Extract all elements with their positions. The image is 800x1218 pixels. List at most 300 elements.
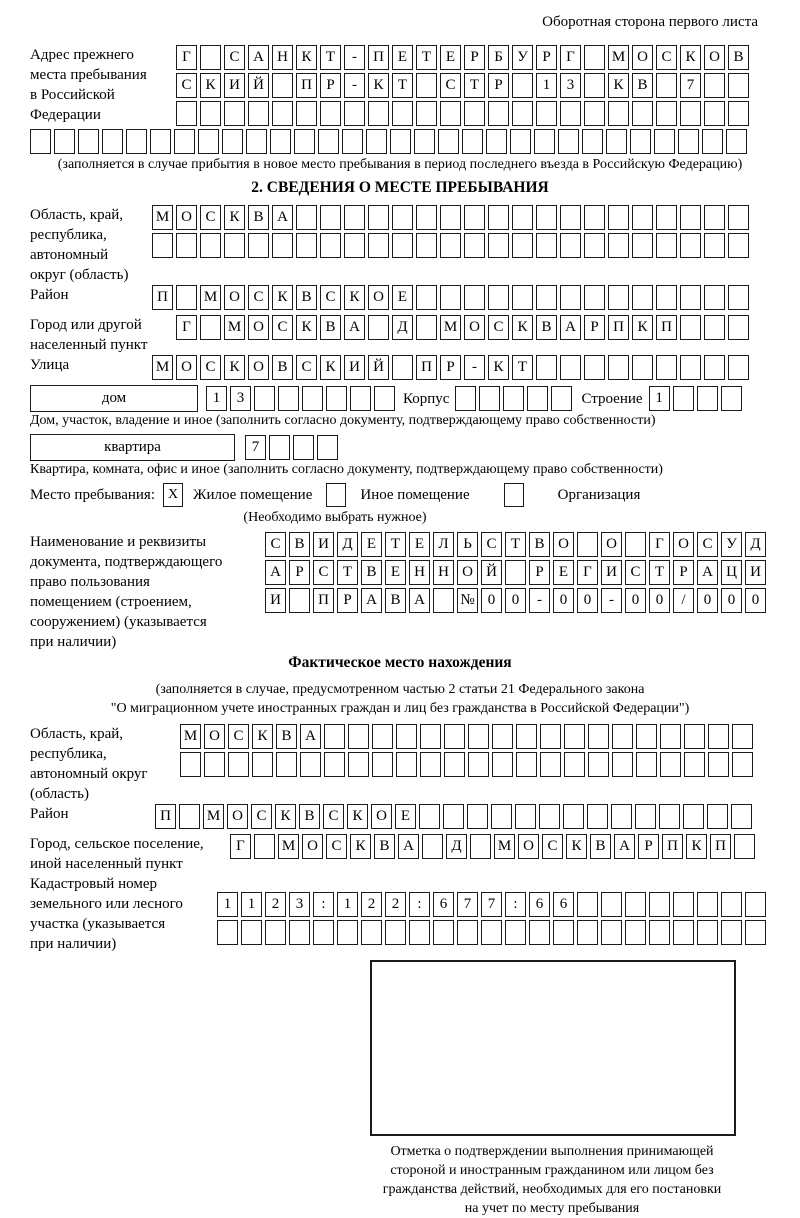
char-cell[interactable]: Р xyxy=(440,355,461,380)
char-cell[interactable] xyxy=(721,892,742,917)
char-cell[interactable]: Т xyxy=(649,560,670,585)
char-cell[interactable]: К xyxy=(632,315,653,340)
char-cell[interactable]: К xyxy=(566,834,587,859)
char-cell[interactable] xyxy=(656,101,677,126)
char-cell[interactable]: 0 xyxy=(649,588,670,613)
char-cell[interactable] xyxy=(385,920,406,945)
char-cell[interactable]: О xyxy=(673,532,694,557)
char-cell[interactable]: В xyxy=(385,588,406,613)
char-cell[interactable]: С xyxy=(251,804,272,829)
char-cell[interactable] xyxy=(601,920,622,945)
char-cell[interactable] xyxy=(734,834,755,859)
char-cell[interactable] xyxy=(313,920,334,945)
char-cell[interactable]: Л xyxy=(433,532,454,557)
char-cell[interactable]: 1 xyxy=(206,386,227,411)
char-cell[interactable]: Р xyxy=(289,560,310,585)
char-cell[interactable] xyxy=(337,920,358,945)
char-cell[interactable]: Й xyxy=(248,73,269,98)
char-cell[interactable] xyxy=(656,233,677,258)
char-cell[interactable] xyxy=(440,285,461,310)
char-cell[interactable]: К xyxy=(200,73,221,98)
char-cell[interactable] xyxy=(683,804,704,829)
char-cell[interactable] xyxy=(516,724,537,749)
char-cell[interactable]: Ь xyxy=(457,532,478,557)
char-cell[interactable]: - xyxy=(529,588,550,613)
char-cell[interactable]: Й xyxy=(368,355,389,380)
char-cell[interactable]: В xyxy=(296,285,317,310)
char-cell[interactable] xyxy=(539,804,560,829)
char-cell[interactable]: В xyxy=(529,532,550,557)
char-cell[interactable] xyxy=(278,386,299,411)
char-cell[interactable] xyxy=(680,285,701,310)
char-cell[interactable]: С xyxy=(272,315,293,340)
char-cell[interactable] xyxy=(512,285,533,310)
char-cell[interactable]: : xyxy=(505,892,526,917)
char-cell[interactable] xyxy=(534,129,555,154)
char-cell[interactable] xyxy=(660,724,681,749)
char-cell[interactable] xyxy=(721,386,742,411)
char-cell[interactable]: Е xyxy=(392,45,413,70)
char-cell[interactable] xyxy=(491,804,512,829)
char-cell[interactable]: 6 xyxy=(529,892,550,917)
char-cell[interactable]: 6 xyxy=(433,892,454,917)
char-cell[interactable]: К xyxy=(488,355,509,380)
char-cell[interactable]: О xyxy=(176,355,197,380)
char-cell[interactable] xyxy=(488,205,509,230)
char-cell[interactable]: О xyxy=(601,532,622,557)
char-cell[interactable]: Н xyxy=(433,560,454,585)
char-cell[interactable]: Р xyxy=(673,560,694,585)
char-cell[interactable] xyxy=(625,532,646,557)
char-cell[interactable] xyxy=(584,233,605,258)
char-cell[interactable]: В xyxy=(248,205,269,230)
char-cell[interactable]: М xyxy=(203,804,224,829)
char-cell[interactable]: О xyxy=(553,532,574,557)
char-cell[interactable] xyxy=(368,233,389,258)
char-cell[interactable] xyxy=(176,233,197,258)
char-cell[interactable]: С xyxy=(542,834,563,859)
char-cell[interactable] xyxy=(551,386,572,411)
char-cell[interactable] xyxy=(527,386,548,411)
char-cell[interactable]: 1 xyxy=(217,892,238,917)
char-cell[interactable] xyxy=(422,834,443,859)
char-cell[interactable] xyxy=(150,129,171,154)
char-cell[interactable]: Г xyxy=(649,532,670,557)
char-cell[interactable] xyxy=(632,233,653,258)
char-cell[interactable] xyxy=(512,233,533,258)
char-cell[interactable] xyxy=(390,129,411,154)
char-cell[interactable]: Г xyxy=(577,560,598,585)
char-cell[interactable] xyxy=(443,804,464,829)
char-cell[interactable] xyxy=(564,724,585,749)
char-cell[interactable] xyxy=(680,101,701,126)
char-cell[interactable] xyxy=(577,892,598,917)
char-cell[interactable]: 3 xyxy=(230,386,251,411)
char-cell[interactable] xyxy=(536,233,557,258)
char-cell[interactable] xyxy=(632,205,653,230)
char-cell[interactable]: П xyxy=(662,834,683,859)
char-cell[interactable] xyxy=(536,285,557,310)
char-cell[interactable] xyxy=(396,752,417,777)
char-cell[interactable] xyxy=(293,435,314,460)
char-cell[interactable]: Т xyxy=(416,45,437,70)
char-cell[interactable]: С xyxy=(697,532,718,557)
char-cell[interactable]: А xyxy=(398,834,419,859)
char-cell[interactable]: 2 xyxy=(361,892,382,917)
char-cell[interactable] xyxy=(632,355,653,380)
char-cell[interactable] xyxy=(704,101,725,126)
char-cell[interactable]: 7 xyxy=(457,892,478,917)
char-cell[interactable] xyxy=(732,724,753,749)
char-cell[interactable]: № xyxy=(457,588,478,613)
char-cell[interactable]: Д xyxy=(337,532,358,557)
char-cell[interactable]: С xyxy=(248,285,269,310)
char-cell[interactable] xyxy=(505,920,526,945)
char-cell[interactable]: М xyxy=(224,315,245,340)
char-cell[interactable] xyxy=(656,205,677,230)
char-cell[interactable]: К xyxy=(272,285,293,310)
char-cell[interactable]: Г xyxy=(176,45,197,70)
char-cell[interactable]: И xyxy=(265,588,286,613)
char-cell[interactable] xyxy=(217,920,238,945)
char-cell[interactable] xyxy=(553,920,574,945)
char-cell[interactable]: Т xyxy=(392,73,413,98)
char-cell[interactable] xyxy=(704,315,725,340)
char-cell[interactable] xyxy=(200,315,221,340)
char-cell[interactable]: О xyxy=(457,560,478,585)
char-cell[interactable]: В xyxy=(728,45,749,70)
char-cell[interactable] xyxy=(728,355,749,380)
char-cell[interactable] xyxy=(102,129,123,154)
char-cell[interactable] xyxy=(630,129,651,154)
char-cell[interactable] xyxy=(673,892,694,917)
char-cell[interactable]: С xyxy=(228,724,249,749)
char-cell[interactable]: К xyxy=(224,355,245,380)
char-cell[interactable] xyxy=(414,129,435,154)
char-cell[interactable] xyxy=(492,752,513,777)
char-cell[interactable] xyxy=(608,101,629,126)
char-cell[interactable]: А xyxy=(248,45,269,70)
char-cell[interactable]: К xyxy=(320,355,341,380)
char-cell[interactable] xyxy=(649,892,670,917)
char-cell[interactable]: О xyxy=(302,834,323,859)
char-cell[interactable] xyxy=(540,724,561,749)
char-cell[interactable] xyxy=(505,560,526,585)
char-cell[interactable]: 7 xyxy=(481,892,502,917)
char-cell[interactable]: О xyxy=(518,834,539,859)
char-cell[interactable] xyxy=(611,804,632,829)
char-cell[interactable] xyxy=(678,129,699,154)
char-cell[interactable] xyxy=(342,129,363,154)
char-cell[interactable] xyxy=(584,101,605,126)
char-cell[interactable] xyxy=(536,101,557,126)
char-cell[interactable] xyxy=(588,724,609,749)
char-cell[interactable] xyxy=(416,285,437,310)
char-cell[interactable] xyxy=(584,205,605,230)
char-cell[interactable]: С xyxy=(481,532,502,557)
char-cell[interactable]: П xyxy=(710,834,731,859)
char-cell[interactable] xyxy=(344,233,365,258)
char-cell[interactable] xyxy=(656,73,677,98)
char-cell[interactable] xyxy=(560,101,581,126)
char-cell[interactable]: 2 xyxy=(265,892,286,917)
char-cell[interactable] xyxy=(344,205,365,230)
char-cell[interactable]: П xyxy=(368,45,389,70)
char-cell[interactable] xyxy=(625,892,646,917)
char-cell[interactable]: Е xyxy=(553,560,574,585)
char-cell[interactable] xyxy=(704,355,725,380)
char-cell[interactable] xyxy=(372,724,393,749)
char-cell[interactable] xyxy=(612,724,633,749)
stay-type-checkbox-residential[interactable]: X xyxy=(163,483,183,507)
char-cell[interactable]: 0 xyxy=(481,588,502,613)
char-cell[interactable] xyxy=(625,920,646,945)
char-cell[interactable]: Е xyxy=(361,532,382,557)
char-cell[interactable] xyxy=(366,129,387,154)
char-cell[interactable] xyxy=(126,129,147,154)
char-cell[interactable]: Й xyxy=(481,560,502,585)
char-cell[interactable] xyxy=(374,386,395,411)
char-cell[interactable] xyxy=(392,205,413,230)
char-cell[interactable]: Е xyxy=(385,560,406,585)
char-cell[interactable] xyxy=(582,129,603,154)
char-cell[interactable] xyxy=(265,920,286,945)
char-cell[interactable]: С xyxy=(265,532,286,557)
char-cell[interactable] xyxy=(272,101,293,126)
char-cell[interactable] xyxy=(708,724,729,749)
char-cell[interactable]: У xyxy=(721,532,742,557)
char-cell[interactable] xyxy=(745,920,766,945)
char-cell[interactable] xyxy=(708,752,729,777)
char-cell[interactable]: Р xyxy=(337,588,358,613)
char-cell[interactable] xyxy=(684,724,705,749)
char-cell[interactable]: С xyxy=(176,73,197,98)
char-cell[interactable]: А xyxy=(272,205,293,230)
char-cell[interactable] xyxy=(529,920,550,945)
char-cell[interactable]: Г xyxy=(560,45,581,70)
char-cell[interactable] xyxy=(488,233,509,258)
char-cell[interactable]: Е xyxy=(409,532,430,557)
char-cell[interactable] xyxy=(420,752,441,777)
char-cell[interactable]: В xyxy=(590,834,611,859)
char-cell[interactable] xyxy=(174,129,195,154)
char-cell[interactable]: Д xyxy=(446,834,467,859)
stay-type-checkbox-other[interactable] xyxy=(326,483,346,507)
char-cell[interactable] xyxy=(270,129,291,154)
char-cell[interactable]: К xyxy=(686,834,707,859)
char-cell[interactable] xyxy=(348,724,369,749)
char-cell[interactable] xyxy=(560,285,581,310)
char-cell[interactable]: А xyxy=(344,315,365,340)
char-cell[interactable]: П xyxy=(608,315,629,340)
char-cell[interactable]: Т xyxy=(385,532,406,557)
char-cell[interactable]: А xyxy=(614,834,635,859)
char-cell[interactable]: С xyxy=(296,355,317,380)
char-cell[interactable]: А xyxy=(409,588,430,613)
char-cell[interactable] xyxy=(228,752,249,777)
char-cell[interactable] xyxy=(515,804,536,829)
char-cell[interactable]: 3 xyxy=(289,892,310,917)
char-cell[interactable] xyxy=(512,73,533,98)
char-cell[interactable]: О xyxy=(176,205,197,230)
char-cell[interactable]: И xyxy=(745,560,766,585)
char-cell[interactable] xyxy=(457,920,478,945)
char-cell[interactable] xyxy=(636,752,657,777)
char-cell[interactable]: О xyxy=(632,45,653,70)
char-cell[interactable]: К xyxy=(512,315,533,340)
char-cell[interactable]: - xyxy=(601,588,622,613)
char-cell[interactable] xyxy=(704,233,725,258)
char-cell[interactable] xyxy=(289,920,310,945)
char-cell[interactable]: К xyxy=(347,804,368,829)
char-cell[interactable]: Р xyxy=(464,45,485,70)
char-cell[interactable] xyxy=(601,892,622,917)
char-cell[interactable]: О xyxy=(371,804,392,829)
char-cell[interactable] xyxy=(326,386,347,411)
char-cell[interactable] xyxy=(606,129,627,154)
char-cell[interactable] xyxy=(318,129,339,154)
char-cell[interactable] xyxy=(300,752,321,777)
char-cell[interactable] xyxy=(78,129,99,154)
char-cell[interactable]: Р xyxy=(536,45,557,70)
char-cell[interactable] xyxy=(296,205,317,230)
char-cell[interactable] xyxy=(416,233,437,258)
char-cell[interactable] xyxy=(467,804,488,829)
char-cell[interactable] xyxy=(392,233,413,258)
char-cell[interactable] xyxy=(324,752,345,777)
char-cell[interactable]: К xyxy=(224,205,245,230)
char-cell[interactable] xyxy=(200,101,221,126)
char-cell[interactable] xyxy=(464,285,485,310)
char-cell[interactable] xyxy=(350,386,371,411)
house-type-box[interactable]: дом xyxy=(30,385,198,412)
char-cell[interactable]: М xyxy=(278,834,299,859)
char-cell[interactable] xyxy=(179,804,200,829)
char-cell[interactable] xyxy=(468,724,489,749)
char-cell[interactable]: О xyxy=(248,355,269,380)
char-cell[interactable]: К xyxy=(608,73,629,98)
char-cell[interactable] xyxy=(536,355,557,380)
char-cell[interactable] xyxy=(660,752,681,777)
char-cell[interactable]: С xyxy=(488,315,509,340)
char-cell[interactable]: М xyxy=(494,834,515,859)
char-cell[interactable] xyxy=(276,752,297,777)
char-cell[interactable] xyxy=(368,315,389,340)
char-cell[interactable] xyxy=(564,752,585,777)
char-cell[interactable]: А xyxy=(560,315,581,340)
char-cell[interactable] xyxy=(584,73,605,98)
char-cell[interactable]: В xyxy=(320,315,341,340)
char-cell[interactable] xyxy=(272,233,293,258)
char-cell[interactable] xyxy=(728,101,749,126)
char-cell[interactable] xyxy=(320,233,341,258)
char-cell[interactable]: : xyxy=(409,892,430,917)
char-cell[interactable] xyxy=(372,752,393,777)
char-cell[interactable]: Г xyxy=(230,834,251,859)
char-cell[interactable]: Т xyxy=(505,532,526,557)
char-cell[interactable]: С xyxy=(656,45,677,70)
char-cell[interactable] xyxy=(488,285,509,310)
char-cell[interactable] xyxy=(176,285,197,310)
char-cell[interactable]: П xyxy=(416,355,437,380)
char-cell[interactable]: Ц xyxy=(721,560,742,585)
char-cell[interactable]: О xyxy=(224,285,245,310)
char-cell[interactable] xyxy=(728,233,749,258)
char-cell[interactable] xyxy=(246,129,267,154)
char-cell[interactable]: Е xyxy=(395,804,416,829)
char-cell[interactable] xyxy=(488,101,509,126)
char-cell[interactable] xyxy=(433,588,454,613)
char-cell[interactable] xyxy=(563,804,584,829)
char-cell[interactable]: Р xyxy=(584,315,605,340)
char-cell[interactable]: Р xyxy=(529,560,550,585)
char-cell[interactable] xyxy=(409,920,430,945)
char-cell[interactable]: 0 xyxy=(625,588,646,613)
char-cell[interactable] xyxy=(254,386,275,411)
char-cell[interactable]: О xyxy=(204,724,225,749)
char-cell[interactable]: Т xyxy=(464,73,485,98)
char-cell[interactable]: К xyxy=(296,315,317,340)
char-cell[interactable] xyxy=(745,892,766,917)
char-cell[interactable] xyxy=(289,588,310,613)
char-cell[interactable]: К xyxy=(680,45,701,70)
char-cell[interactable] xyxy=(241,920,262,945)
char-cell[interactable] xyxy=(468,752,489,777)
char-cell[interactable]: 0 xyxy=(745,588,766,613)
char-cell[interactable] xyxy=(296,101,317,126)
char-cell[interactable] xyxy=(584,285,605,310)
char-cell[interactable] xyxy=(632,285,653,310)
char-cell[interactable]: С xyxy=(440,73,461,98)
char-cell[interactable]: : xyxy=(313,892,334,917)
char-cell[interactable]: А xyxy=(265,560,286,585)
char-cell[interactable] xyxy=(392,101,413,126)
char-cell[interactable]: - xyxy=(464,355,485,380)
char-cell[interactable] xyxy=(294,129,315,154)
char-cell[interactable]: Т xyxy=(320,45,341,70)
char-cell[interactable] xyxy=(577,920,598,945)
char-cell[interactable]: Б xyxy=(488,45,509,70)
char-cell[interactable] xyxy=(368,205,389,230)
char-cell[interactable] xyxy=(728,205,749,230)
char-cell[interactable] xyxy=(588,752,609,777)
char-cell[interactable] xyxy=(697,386,718,411)
char-cell[interactable]: С xyxy=(313,560,334,585)
char-cell[interactable]: А xyxy=(697,560,718,585)
char-cell[interactable]: П xyxy=(152,285,173,310)
char-cell[interactable] xyxy=(673,386,694,411)
char-cell[interactable]: М xyxy=(200,285,221,310)
char-cell[interactable] xyxy=(200,233,221,258)
char-cell[interactable]: 1 xyxy=(649,386,670,411)
char-cell[interactable] xyxy=(481,920,502,945)
char-cell[interactable]: 1 xyxy=(241,892,262,917)
char-cell[interactable]: В xyxy=(299,804,320,829)
char-cell[interactable] xyxy=(272,73,293,98)
char-cell[interactable] xyxy=(396,724,417,749)
char-cell[interactable] xyxy=(204,752,225,777)
char-cell[interactable] xyxy=(721,920,742,945)
char-cell[interactable]: О xyxy=(464,315,485,340)
char-cell[interactable]: В xyxy=(536,315,557,340)
char-cell[interactable] xyxy=(587,804,608,829)
char-cell[interactable]: 0 xyxy=(553,588,574,613)
char-cell[interactable] xyxy=(30,129,51,154)
char-cell[interactable]: С xyxy=(320,285,341,310)
char-cell[interactable]: С xyxy=(323,804,344,829)
char-cell[interactable]: П xyxy=(155,804,176,829)
char-cell[interactable] xyxy=(673,920,694,945)
